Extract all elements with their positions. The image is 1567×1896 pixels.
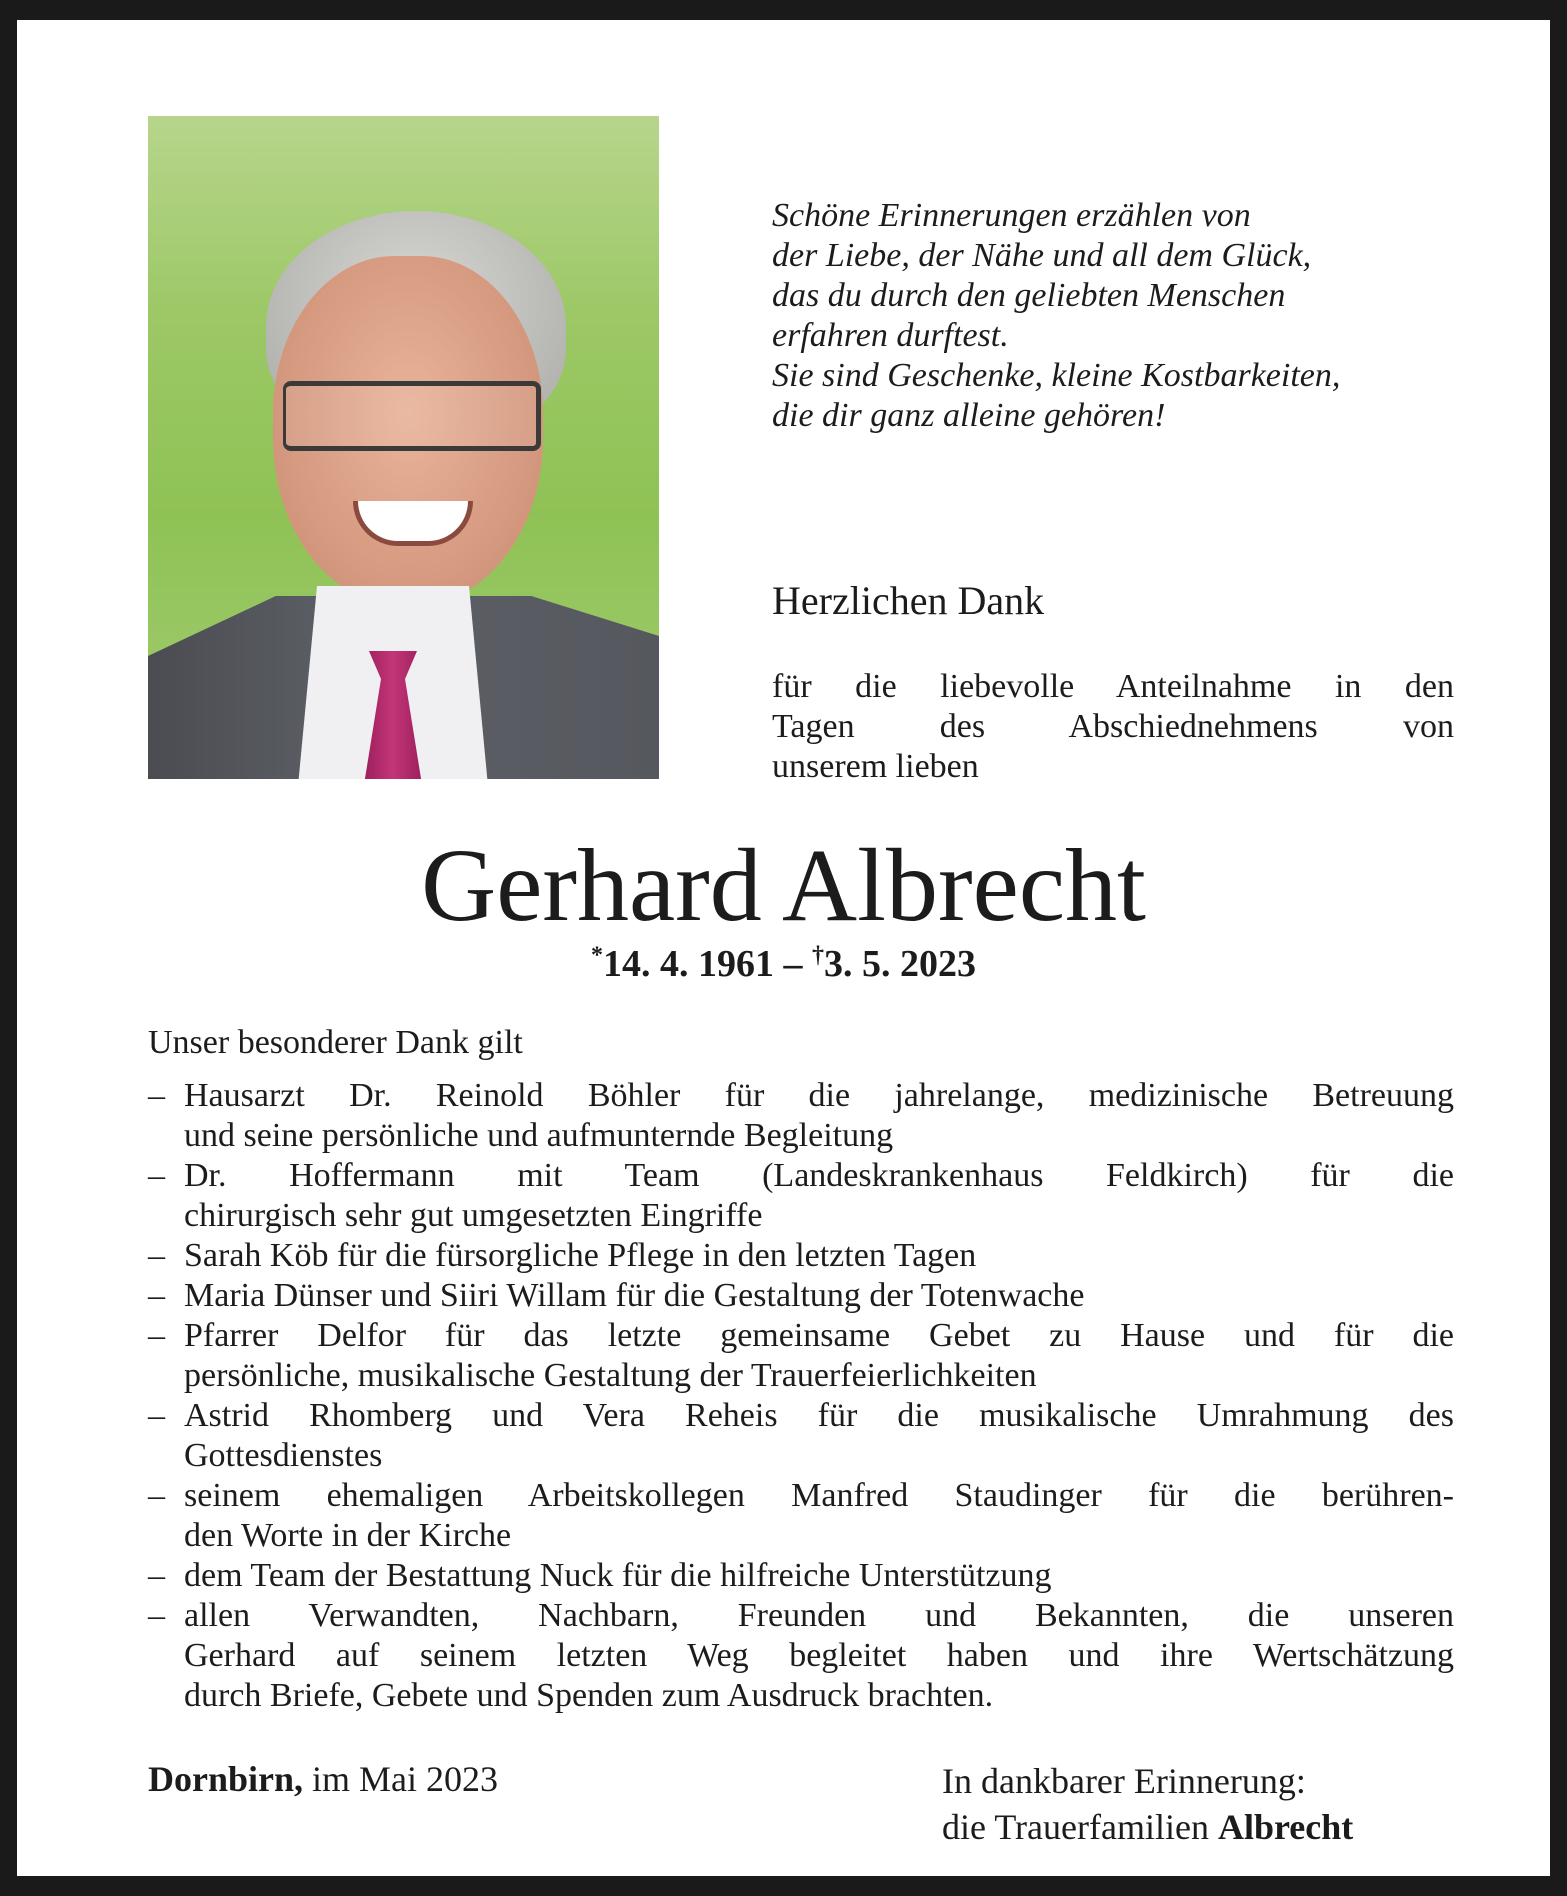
thanks-list-line: dem Team der Bestattung Nuck für die hilfreiche Unterstützung [184, 1557, 1052, 1594]
death-date: 3. 5. 2023 [824, 943, 976, 985]
birth-date: 14. 4. 1961 [603, 943, 774, 985]
death-symbol: † [812, 942, 824, 969]
intro-line: unserem lieben [772, 748, 979, 785]
thanks-list-line: Maria Dünser und Siiri Willam für die Gestaltung der Totenwache [184, 1277, 1085, 1314]
thanks-list-item [148, 1476, 1454, 1556]
thanks-list-item [148, 1396, 1454, 1476]
place: Dornbirn, [148, 1759, 304, 1799]
poem-line: Sie sind Geschenke, kleine Kostbarkeiten, [772, 357, 1341, 394]
poem-line: die dir ganz alleine gehören! [772, 397, 1166, 434]
date-separator: – [774, 943, 812, 985]
dash-bullet: – [148, 1597, 165, 1634]
thanks-list-line: Dr. Hoffermann mit Team (Landeskrankenhaus Feldkirch) für die [184, 1157, 1454, 1194]
thanks-list-line: durch Briefe, Gebete und Spenden zum Ausdruck brachten. [184, 1677, 994, 1714]
thanks-list [148, 1076, 1454, 1716]
obituary-page [17, 20, 1550, 1876]
intro-text [772, 667, 1454, 787]
thanks-list-item [148, 1316, 1454, 1396]
thanks-list-line: Sarah Köb für die fürsorgliche Pflege in den letzten Tagen [184, 1237, 977, 1274]
family-name: Albrecht [1217, 1807, 1354, 1847]
thanks-list-item [148, 1556, 1454, 1596]
dash-bullet: – [148, 1317, 165, 1354]
thanks-list-line: Pfarrer Delfor für das letzte gemeinsame Gebet zu Hause und für die [184, 1317, 1454, 1354]
dash-bullet: – [148, 1397, 165, 1434]
intro-line: Tagen des Abschiednehmens von [772, 708, 1454, 745]
thanks-list-line: persönliche, musikalische Gestaltung der Trauerfeierlichkeiten [184, 1357, 1037, 1394]
birth-symbol: * [591, 942, 603, 969]
life-dates [17, 942, 1550, 986]
dash-bullet: – [148, 1157, 165, 1194]
poem-line: erfahren durftest. [772, 317, 1009, 354]
thanks-list-line: und seine persönliche und aufmunternde Begleitung [184, 1117, 894, 1154]
poem-line: das du durch den geliebten Menschen [772, 277, 1286, 314]
poem-line: der Liebe, der Nähe und all dem Glück, [772, 237, 1312, 274]
thanks-list-line: seinem ehemaligen Arbeitskollegen Manfred Staudinger für die berühren- [184, 1477, 1454, 1514]
closing-line: In dankbarer Erinnerung: [942, 1761, 1306, 1801]
intro-line: für die liebevolle Anteilnahme in den [772, 668, 1454, 705]
portrait-photo [148, 116, 659, 779]
thanks-list-line: den Worte in der Kirche [184, 1517, 512, 1554]
thanks-list-line: allen Verwandten, Nachbarn, Freunden und Bekannten, die unseren [184, 1597, 1454, 1634]
thanks-list-line: Gottesdienstes [184, 1437, 383, 1474]
thanks-title: Herzlichen Dank [772, 578, 1045, 623]
family-line [942, 1804, 1353, 1850]
thanks-list-item [148, 1276, 1454, 1316]
thanks-list-line: Hausarzt Dr. Reinold Böhler für die jahrelange, medizinische Betreuung [184, 1077, 1454, 1114]
special-thanks-heading: Unser besonderer Dank gilt [148, 1024, 523, 1061]
thanks-list-item [148, 1076, 1454, 1156]
dash-bullet: – [148, 1237, 165, 1274]
deceased-name: Gerhard Albrecht [421, 828, 1146, 943]
place-date [148, 1758, 498, 1800]
thanks-list-line: Gerhard auf seinem letzten Weg begleitet haben und ihre Wertschätzung [184, 1637, 1454, 1674]
signature-block [942, 1758, 1353, 1850]
poem-line: Schöne Erinnerungen erzählen von [772, 197, 1251, 234]
thanks-list-line: Astrid Rhomberg und Vera Reheis für die musikalische Umrahmung des [184, 1397, 1454, 1434]
poem [772, 196, 1340, 436]
thanks-list-item [148, 1156, 1454, 1236]
date: im Mai 2023 [303, 1759, 499, 1799]
dash-bullet: – [148, 1277, 165, 1314]
thanks-list-item [148, 1236, 1454, 1276]
dash-bullet: – [148, 1077, 165, 1114]
family-prefix: die Trauerfamilien [942, 1807, 1218, 1847]
thanks-list-line: chirurgisch sehr gut umgesetzten Eingriffe [184, 1197, 763, 1234]
dash-bullet: – [148, 1557, 165, 1594]
thanks-list-item [148, 1596, 1454, 1716]
dash-bullet: – [148, 1477, 165, 1514]
